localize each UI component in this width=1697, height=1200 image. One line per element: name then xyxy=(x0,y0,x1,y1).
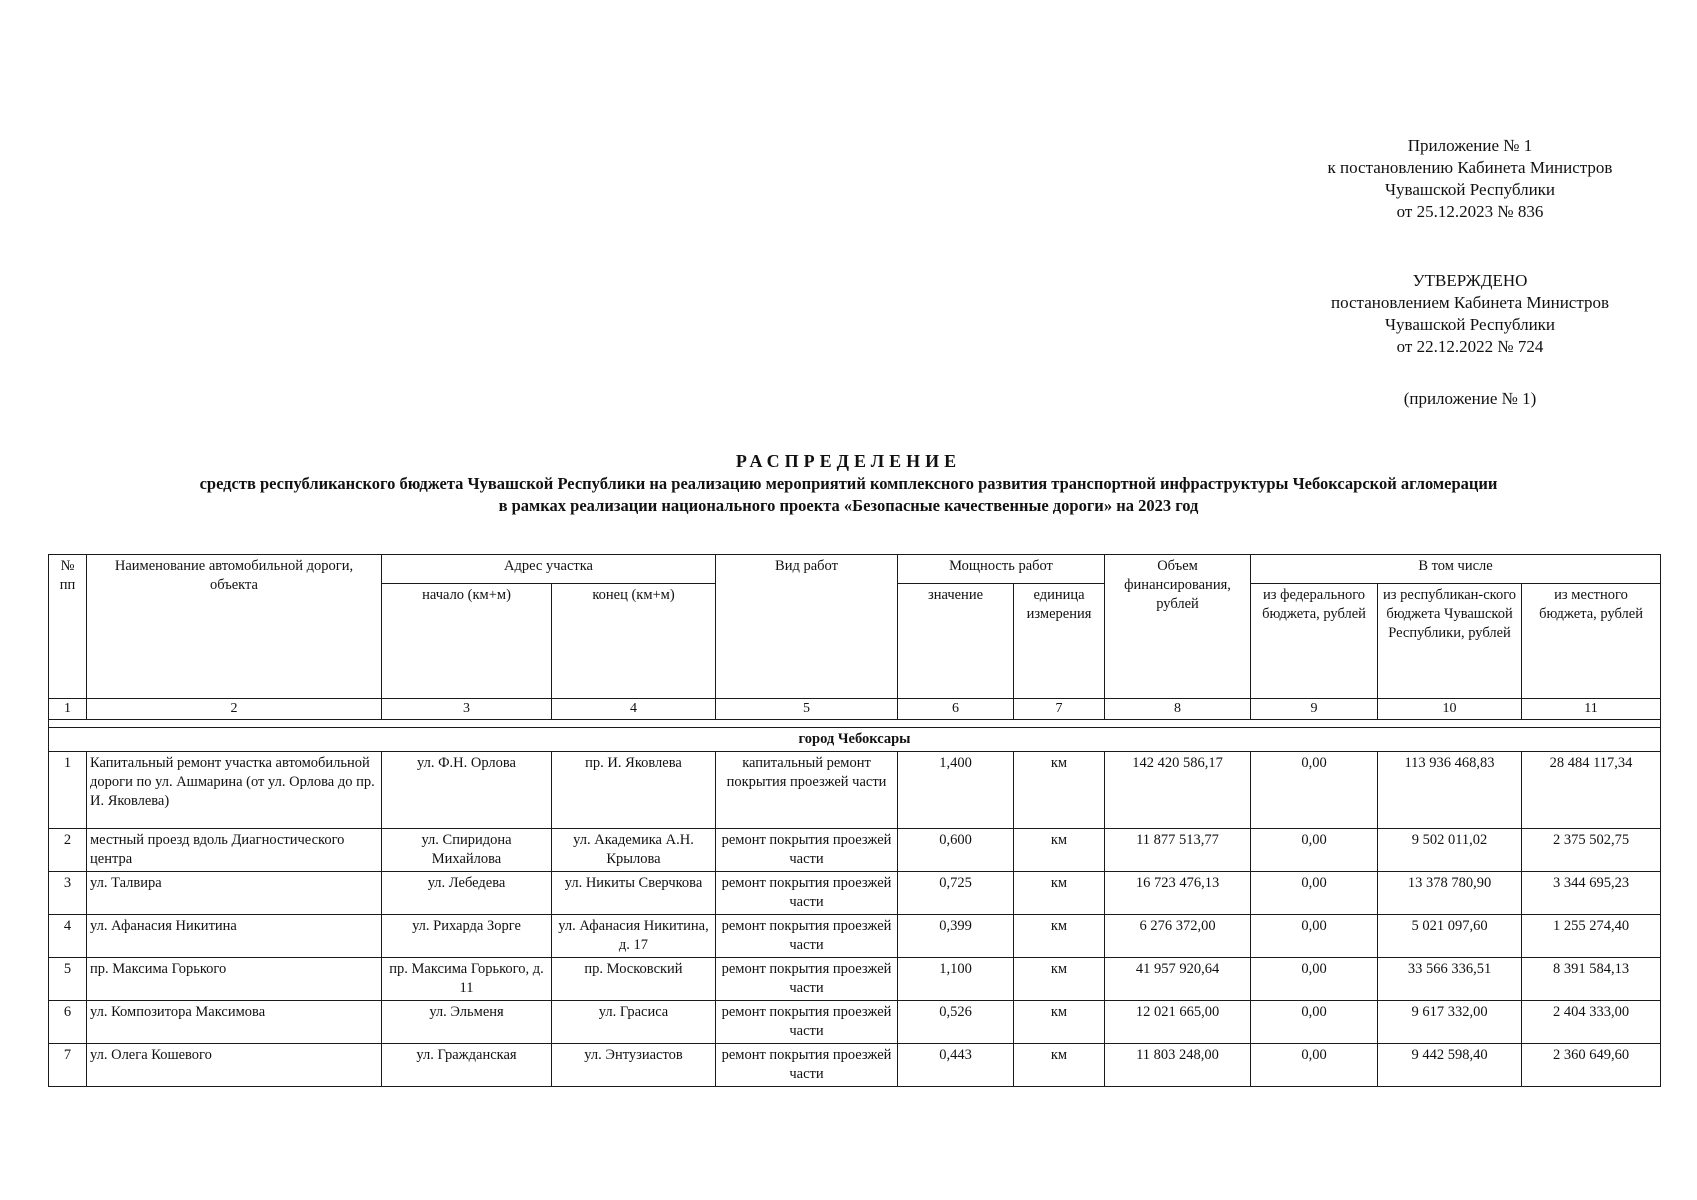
table-row xyxy=(49,915,1661,958)
annex-block xyxy=(1270,135,1670,223)
row-republic: 9 442 598,40 xyxy=(1378,1044,1522,1087)
row-work: ремонт покрытия проезжей части xyxy=(716,915,898,958)
header-no: № пп xyxy=(49,555,87,699)
row-federal: 0,00 xyxy=(1251,752,1378,829)
row-local: 2 375 502,75 xyxy=(1522,829,1661,872)
table-row xyxy=(49,1044,1661,1087)
annex-reference: (приложение № 1) xyxy=(1403,389,1537,408)
row-federal: 0,00 xyxy=(1251,1044,1378,1087)
row-value: 0,399 xyxy=(898,915,1014,958)
group-heading: город Чебоксары xyxy=(49,728,1661,752)
header-federal: из федерального бюджета, рублей xyxy=(1251,584,1378,699)
row-unit: км xyxy=(1014,1001,1105,1044)
column-number: 1 xyxy=(49,699,87,720)
row-republic: 9 617 332,00 xyxy=(1378,1001,1522,1044)
column-number: 4 xyxy=(552,699,716,720)
row-start: ул. Рихарда Зорге xyxy=(382,915,552,958)
column-number: 8 xyxy=(1105,699,1251,720)
row-name: Капитальный ремонт участка автомобильной дороги по ул. Ашмарина (от ул. Орлова до пр. И. Яковлева) xyxy=(87,752,382,829)
row-work: ремонт покрытия проезжей части xyxy=(716,872,898,915)
row-start: ул. Спиридона Михайлова xyxy=(382,829,552,872)
row-republic: 113 936 468,83 xyxy=(1378,752,1522,829)
divider xyxy=(49,720,1661,728)
row-no: 2 xyxy=(49,829,87,872)
document-title xyxy=(0,449,1697,517)
row-federal: 0,00 xyxy=(1251,872,1378,915)
row-local: 3 344 695,23 xyxy=(1522,872,1661,915)
title-line-1: средств республиканского бюджета Чувашской Республики на реализацию мероприятий комплексного развития транспортной инфраструктуры Чебоксарской агломерации xyxy=(199,474,1498,493)
row-work: капитальный ремонт покрытия проезжей части xyxy=(716,752,898,829)
header-value: значение xyxy=(898,584,1014,699)
table-row xyxy=(49,958,1661,1001)
row-unit: км xyxy=(1014,915,1105,958)
row-work: ремонт покрытия проезжей части xyxy=(716,829,898,872)
table-row xyxy=(49,1001,1661,1044)
row-name: пр. Максима Горького xyxy=(87,958,382,1001)
row-end: пр. И. Яковлева xyxy=(552,752,716,829)
row-start: ул. Эльменя xyxy=(382,1001,552,1044)
row-unit: км xyxy=(1014,872,1105,915)
header-republic: из республикан-ского бюджета Чувашской Республики, рублей xyxy=(1378,584,1522,699)
column-number: 10 xyxy=(1378,699,1522,720)
row-work: ремонт покрытия проезжей части xyxy=(716,958,898,1001)
row-start: пр. Максима Горького, д. 11 xyxy=(382,958,552,1001)
header-local: из местного бюджета, рублей xyxy=(1522,584,1661,699)
row-unit: км xyxy=(1014,1044,1105,1087)
row-name: ул. Талвира xyxy=(87,872,382,915)
row-funding: 6 276 372,00 xyxy=(1105,915,1251,958)
row-value: 1,400 xyxy=(898,752,1014,829)
table-row xyxy=(49,872,1661,915)
row-federal: 0,00 xyxy=(1251,958,1378,1001)
column-number: 7 xyxy=(1014,699,1105,720)
row-republic: 9 502 011,02 xyxy=(1378,829,1522,872)
row-local: 1 255 274,40 xyxy=(1522,915,1661,958)
approved-line: Чувашской Республики xyxy=(1384,315,1556,334)
row-end: ул. Энтузиастов xyxy=(552,1044,716,1087)
row-end: ул. Афанасия Никитина, д. 17 xyxy=(552,915,716,958)
row-funding: 16 723 476,13 xyxy=(1105,872,1251,915)
row-value: 1,100 xyxy=(898,958,1014,1001)
row-no: 3 xyxy=(49,872,87,915)
header-capacity: Мощность работ xyxy=(898,555,1105,584)
title-line-2: в рамках реализации национального проекта «Безопасные качественные дороги» на 2023 год xyxy=(498,496,1199,515)
row-work: ремонт покрытия проезжей части xyxy=(716,1001,898,1044)
row-republic: 5 021 097,60 xyxy=(1378,915,1522,958)
row-value: 0,443 xyxy=(898,1044,1014,1087)
row-value: 0,526 xyxy=(898,1001,1014,1044)
column-number: 5 xyxy=(716,699,898,720)
row-funding: 11 877 513,77 xyxy=(1105,829,1251,872)
row-local: 2 404 333,00 xyxy=(1522,1001,1661,1044)
header-address: Адрес участка xyxy=(382,555,716,584)
row-no: 5 xyxy=(49,958,87,1001)
row-federal: 0,00 xyxy=(1251,829,1378,872)
column-number: 6 xyxy=(898,699,1014,720)
header-start: начало (км+м) xyxy=(382,584,552,699)
approved-line: от 22.12.2022 № 724 xyxy=(1396,337,1544,356)
row-no: 4 xyxy=(49,915,87,958)
row-name: ул. Афанасия Никитина xyxy=(87,915,382,958)
title-main: РАСПРЕДЕЛЕНИЕ xyxy=(735,451,962,471)
row-end: ул. Никиты Сверчкова xyxy=(552,872,716,915)
row-funding: 11 803 248,00 xyxy=(1105,1044,1251,1087)
annex-line: к постановлению Кабинета Министров xyxy=(1327,158,1613,177)
header-work: Вид работ xyxy=(716,555,898,699)
header-end: конец (км+м) xyxy=(552,584,716,699)
column-number: 9 xyxy=(1251,699,1378,720)
row-start: ул. Ф.Н. Орлова xyxy=(382,752,552,829)
row-no: 6 xyxy=(49,1001,87,1044)
row-value: 0,600 xyxy=(898,829,1014,872)
row-republic: 33 566 336,51 xyxy=(1378,958,1522,1001)
row-value: 0,725 xyxy=(898,872,1014,915)
approved-line: постановлением Кабинета Министров xyxy=(1330,293,1610,312)
annex-line: от 25.12.2023 № 836 xyxy=(1396,202,1544,221)
row-start: ул. Лебедева xyxy=(382,872,552,915)
row-funding: 41 957 920,64 xyxy=(1105,958,1251,1001)
header-funding: Объем финансирования, рублей xyxy=(1105,555,1251,699)
row-end: ул. Академика А.Н. Крылова xyxy=(552,829,716,872)
approved-line: УТВЕРЖДЕНО xyxy=(1412,271,1528,290)
row-local: 2 360 649,60 xyxy=(1522,1044,1661,1087)
row-no: 7 xyxy=(49,1044,87,1087)
row-end: ул. Грасиса xyxy=(552,1001,716,1044)
row-funding: 142 420 586,17 xyxy=(1105,752,1251,829)
row-funding: 12 021 665,00 xyxy=(1105,1001,1251,1044)
row-no: 1 xyxy=(49,752,87,829)
column-number: 11 xyxy=(1522,699,1661,720)
row-end: пр. Московский xyxy=(552,958,716,1001)
annex-line: Приложение № 1 xyxy=(1407,136,1533,155)
table-row xyxy=(49,752,1661,829)
row-unit: км xyxy=(1014,958,1105,1001)
row-local: 28 484 117,34 xyxy=(1522,752,1661,829)
row-start: ул. Гражданская xyxy=(382,1044,552,1087)
column-number: 3 xyxy=(382,699,552,720)
row-republic: 13 378 780,90 xyxy=(1378,872,1522,915)
table-row xyxy=(49,829,1661,872)
row-federal: 0,00 xyxy=(1251,1001,1378,1044)
approved-block xyxy=(1270,270,1670,358)
row-local: 8 391 584,13 xyxy=(1522,958,1661,1001)
row-work: ремонт покрытия проезжей части xyxy=(716,1044,898,1087)
row-unit: км xyxy=(1014,752,1105,829)
distribution-table xyxy=(48,554,1661,1087)
row-name: ул. Композитора Максимова xyxy=(87,1001,382,1044)
row-name: местный проезд вдоль Диагностического центра xyxy=(87,829,382,872)
annex-line: Чувашской Республики xyxy=(1384,180,1556,199)
row-name: ул. Олега Кошевого xyxy=(87,1044,382,1087)
row-federal: 0,00 xyxy=(1251,915,1378,958)
column-number: 2 xyxy=(87,699,382,720)
header-unit: единица измерения xyxy=(1014,584,1105,699)
header-including: В том числе xyxy=(1251,555,1661,584)
row-unit: км xyxy=(1014,829,1105,872)
header-name: Наименование автомобильной дороги, объекта xyxy=(87,555,382,699)
